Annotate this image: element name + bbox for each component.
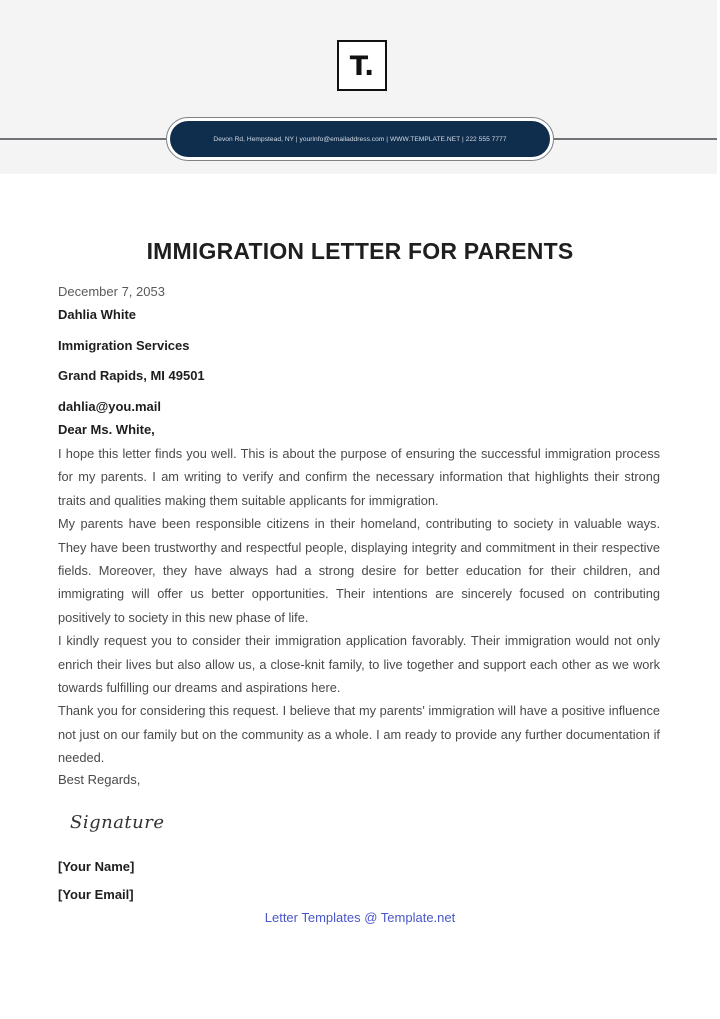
body-paragraph: I kindly request you to consider their immigration application favorably. Their immigration would not only enrich their lives but also allow us, a close-knit family, to live together and support each other as we work towards fulfilling our dreams and aspirations here. [58, 633, 660, 696]
letter-body [58, 442, 660, 770]
letter-date: December 7, 2053 [58, 284, 165, 299]
closing: Best Regards, [58, 772, 141, 787]
recipient-organization: Immigration Services [58, 338, 190, 353]
recipient-city: Grand Rapids, MI 49501 [58, 368, 205, 383]
signature: Signature [70, 812, 165, 833]
body-paragraph: Thank you for considering this request. I believe that my parents' immigration will have a positive influence not just on our family but on the community as a whole. I am ready to provide any further documentation if needed. [58, 703, 660, 766]
template-net-link[interactable]: Letter Templates @ Template.net [264, 910, 456, 925]
template-logo [337, 40, 387, 91]
sender-email: [Your Email] [58, 887, 134, 902]
body-paragraph: My parents have been responsible citizens in their homeland, contributing to society in valuable ways. They have been trustworthy and respectful people, displaying integrity and commitment in their respective fields. Moreover, they have always had a strong desire for better education for their children, and immigrating will offer us better opportunities. Their intentions are sincerely focused on contributing positively to society in this new phase of life. [58, 516, 660, 625]
letter-title: IMMIGRATION LETTER FOR PARENTS [146, 238, 574, 264]
logo-letter: T. [349, 51, 375, 82]
contact-pill [170, 121, 550, 157]
body-paragraph: I hope this letter finds you well. This is about the purpose of ensuring the successful immigration process for my parents. I am writing to verify and confirm the necessary information that highlights their strong traits and qualities making them suitable applicants for immigration. [58, 446, 660, 508]
recipient-name: Dahlia White [58, 307, 137, 322]
contact-info: Devon Rd, Hempstead, NY | yourinfo@emailaddress.com | WWW.TEMPLATE.NET | 222 555 7777 [213, 135, 507, 143]
sender-name: [Your Name] [58, 859, 135, 874]
recipient-email: dahlia@you.mail [58, 399, 161, 414]
salutation: Dear Ms. White, [58, 422, 155, 437]
